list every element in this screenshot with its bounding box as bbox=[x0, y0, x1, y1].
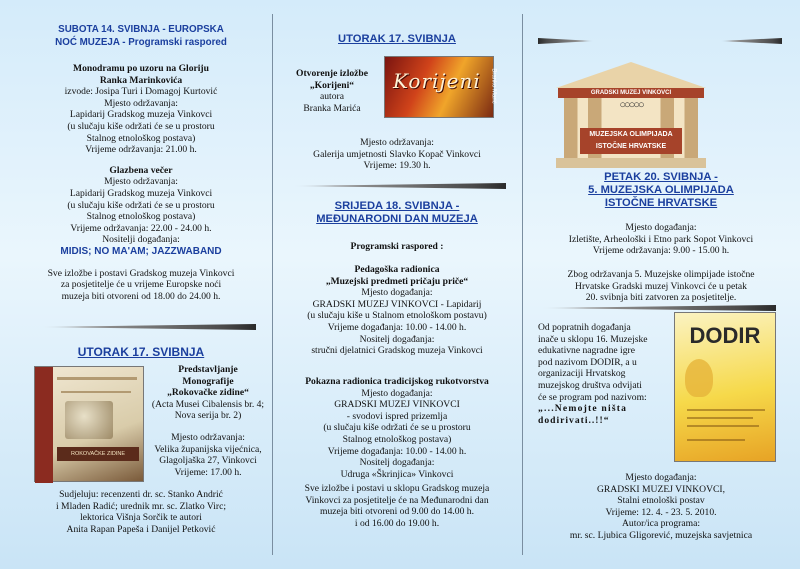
music-bearers: MIDIS; NO MA'AM; JAZZWABAND bbox=[60, 245, 222, 257]
monodrama-block bbox=[0, 63, 272, 156]
wednesday-title bbox=[272, 200, 522, 226]
dodir-place-label: Mjesto događanja: bbox=[625, 472, 697, 483]
book-line-1: Predstavljanje bbox=[178, 364, 238, 375]
book-line-2: Monografije bbox=[182, 375, 234, 387]
closure-note bbox=[522, 269, 800, 304]
tuesday-title: UTORAK 17. SVIBNJA bbox=[77, 345, 205, 359]
participants-block bbox=[10, 489, 272, 535]
exhibition-title: „Korijeni“ bbox=[309, 79, 355, 91]
rokovacke-zidine-cover bbox=[34, 366, 144, 482]
music-time: Vrijeme održavanja: 22.00 - 24.00 h. bbox=[70, 222, 212, 234]
workshop1-place: GRADSKI MUZEJ VINKOVCI - Lapidarij bbox=[312, 298, 482, 310]
workshop2-bearer-label: Nositelj događanja: bbox=[359, 457, 435, 469]
friday-title-line-1: PETAK 20. SVIBNJA - bbox=[604, 171, 718, 183]
workshop1-time: Vrijeme događanja: 10.00 - 14.00 h. bbox=[327, 321, 467, 333]
korijeni-info bbox=[272, 137, 522, 172]
monodrama-rain-note-2: Stalnog etnološkog postava) bbox=[86, 132, 196, 144]
museum-day-note-2: Vinkovci za posjetitelje će na Međunarodni dan bbox=[305, 494, 489, 506]
column-saturday bbox=[0, 0, 272, 569]
closure-note-3: 20. svibnja biti zatvoren za posjetitelje. bbox=[585, 292, 737, 304]
dodir-line-4: pod nazivom DODIR, a u bbox=[538, 356, 637, 368]
workshop2-rain-note-2: Stalnog etnološkog postava) bbox=[342, 433, 452, 445]
dodir-slogan-2: dodirivati..!!“ bbox=[538, 414, 610, 426]
music-place-label: Mjesto održavanja: bbox=[104, 176, 178, 188]
museum-day-note-1: Sve izložbe i postavi u sklopu Gradskog muzeja bbox=[304, 483, 490, 494]
note-line-3: muzeja biti otvoreni od 18.00 do 24.00 h. bbox=[61, 290, 221, 302]
workshop1-place-label: Mjesto događanja: bbox=[361, 287, 433, 299]
exhibition-author: Branka Marića bbox=[303, 102, 361, 114]
poster-text-line bbox=[687, 409, 765, 411]
dodir-poster bbox=[674, 312, 776, 462]
workshop2-place: GRADSKI MUZEJ VINKOVCI bbox=[334, 399, 460, 411]
friday-title-line-3: ISTOČNE HRVATSKE bbox=[604, 197, 718, 209]
cover-photo bbox=[65, 401, 113, 439]
temple-base bbox=[556, 158, 706, 168]
note-line-1: Sve izložbe i postavi Gradskog muzeja Vinkovci bbox=[47, 267, 235, 279]
monodrama-title-2: Ranka Marinkovića bbox=[99, 74, 183, 86]
participants-line-1: Sudjeluju: recenzenti dr. sc. Stanko Andrić bbox=[59, 489, 223, 500]
workshop2-time: Vrijeme događanja: 10.00 - 14.00 h. bbox=[327, 445, 467, 457]
exhibition-opening: Otvorenje izložbe bbox=[295, 68, 369, 79]
temple-frieze: GRADSKI MUZEJ VINKOVCI bbox=[558, 88, 704, 98]
temple-banner-line-2: ISTOČNE HRVATSKE bbox=[595, 143, 667, 150]
monodrama-performers: izvode: Josipa Turi i Domagoj Kurtović bbox=[64, 86, 218, 98]
dodir-line-5: organizaciji Hrvatskog bbox=[538, 368, 626, 380]
poster-text-line-4 bbox=[687, 439, 745, 441]
cover-title: ROKOVAČKE ZIDINE bbox=[57, 447, 139, 461]
monodrama-time: Vrijeme održavanja: 21.00 h. bbox=[85, 144, 197, 156]
temple-banner-line-1: MUZEJSKA OLIMPIJADA bbox=[589, 131, 673, 138]
book-series-2: Nova serija br. 2) bbox=[174, 410, 242, 422]
header-line-2: NOĆ MUZEJA - Programski raspored bbox=[55, 36, 227, 48]
korijeni-block bbox=[284, 68, 380, 114]
participants-line-2: i Mladen Radić; urednik mr. sc. Zlatko Virc; bbox=[55, 500, 227, 512]
program-label: Programski raspored : bbox=[350, 241, 444, 252]
tuesday-exhibition-title: UTORAK 17. SVIBNJA bbox=[338, 33, 456, 45]
workshop2-place-label: Mjesto događanja: bbox=[361, 387, 433, 399]
poster-text-line-2 bbox=[687, 417, 753, 419]
monodrama-title: Monodramu po uzoru na Gloriju bbox=[73, 63, 209, 74]
workshop1-title: „Muzejski predmeti pričaju priče“ bbox=[325, 275, 469, 287]
museum-day-note bbox=[272, 483, 522, 529]
wednesday-title-line-1: SRIJEDA 18. SVIBNJA - bbox=[334, 200, 460, 212]
dodir-place-detail: Stalni etnološki postav bbox=[617, 495, 705, 507]
olympiad-info bbox=[522, 222, 800, 257]
column-tuesday-wednesday bbox=[272, 0, 522, 569]
book-presentation-block bbox=[144, 364, 272, 478]
korijeni-place: Galerija umjetnosti Slavko Kopač Vinkovci bbox=[313, 148, 481, 160]
book-place: Velika županijska vijećnica, bbox=[154, 443, 262, 455]
museum-day-note-3: muzeja biti otvoreni od 9.00 do 14.00 h. bbox=[319, 506, 474, 518]
header-line-1: SUBOTA 14. SVIBNJA - EUROPSKA bbox=[58, 24, 224, 35]
olympiad-place: Izletište, Arheološki i Etno park Sopot Vinkovci bbox=[568, 233, 754, 245]
participants-line-3: lektorica Višnja Sorčik te autori bbox=[80, 512, 202, 524]
olympic-rings-icon: ○○○○○ bbox=[619, 99, 643, 111]
music-rain-note: (u slučaju kiše održati će se u prostoru bbox=[67, 199, 215, 211]
book-title: „Rokovačke zidine“ bbox=[167, 387, 249, 399]
workshop1-bearer-label: Nositelj događanja: bbox=[359, 333, 435, 345]
note-line-2: za posjetitelje će u vrijeme Europske noći bbox=[60, 279, 222, 291]
music-bearers-label: Nositelji događanja: bbox=[102, 234, 180, 246]
music-title: Glazbena večer bbox=[109, 164, 173, 176]
closure-note-2: Hrvatske Gradski muzej Vinkovci će u petak bbox=[575, 280, 747, 292]
music-place: Lapidarij Gradskog muzeja Vinkovci bbox=[69, 187, 213, 199]
hand-icon bbox=[685, 359, 713, 397]
korijeni-logo bbox=[384, 56, 497, 118]
workshop1-bearer: stručni djelatnici Gradskog muzeja Vinkovci bbox=[311, 345, 483, 357]
museum-day-note-4: i od 16.00 do 19.00 h. bbox=[354, 517, 440, 529]
book-place-label: Mjesto održavanja: bbox=[171, 431, 245, 443]
exhibition-author-label: autora bbox=[320, 91, 344, 103]
monodrama-place: Lapidarij Gradskog muzeja Vinkovci bbox=[69, 109, 213, 121]
dodir-slogan: „...Nemojte ništa bbox=[538, 403, 628, 415]
dodir-time: Vrijeme: 12. 4. - 23. 5. 2010. bbox=[605, 506, 717, 518]
workshop2-place-detail: - svodovi ispred prizemlja bbox=[346, 410, 448, 422]
europska-noc-header bbox=[0, 24, 272, 49]
workshop2-title: Pokazna radionica tradicijskog rukotvorstva bbox=[305, 376, 489, 387]
olympiad-place-label: Mjesto događanja: bbox=[625, 222, 697, 233]
book-time: Vrijeme: 17.00 h. bbox=[174, 466, 242, 478]
craft-workshop bbox=[272, 376, 522, 480]
dodir-line-2: inače u sklopu 16. Muzejske bbox=[538, 333, 648, 345]
participants-line-4: Anita Rapan Papeša i Danijel Petković bbox=[66, 523, 216, 535]
korijeni-side-text: Branko Marić bbox=[490, 68, 497, 104]
cover-spine bbox=[35, 367, 53, 483]
dodir-line-1: Od popratnih događanja bbox=[538, 322, 631, 333]
cover-script-line bbox=[57, 377, 137, 380]
monodrama-rain-note: (u slučaju kiše održati će se u prostoru bbox=[67, 120, 215, 132]
korijeni-time: Vrijeme: 19.30 h. bbox=[363, 160, 431, 172]
dodir-author-label: Autor/ica programa: bbox=[621, 518, 701, 530]
dodir-line-3: edukativne nagradne igre bbox=[538, 345, 635, 357]
dodir-poster-title: DODIR bbox=[689, 323, 761, 348]
friday-title-line-2: 5. MUZEJSKA OLIMPIJADA bbox=[588, 184, 734, 196]
music-evening-block bbox=[0, 165, 272, 258]
europska-noc-note bbox=[0, 268, 272, 303]
dodir-line-7: će se program pod nazivom: bbox=[538, 391, 647, 403]
book-series: (Acta Musei Cibalensis br. 4; bbox=[151, 398, 265, 410]
pedagogic-workshop bbox=[272, 264, 522, 357]
korijeni-wordmark: Korijeni bbox=[393, 69, 481, 93]
music-rain-note-2: Stalnog etnološkog postava) bbox=[86, 211, 196, 223]
column-friday bbox=[522, 0, 800, 569]
friday-title bbox=[522, 171, 800, 210]
temple-banner bbox=[580, 128, 682, 154]
cover-script-line-2 bbox=[61, 391, 131, 393]
dodir-place: GRADSKI MUZEJ VINKOVCI, bbox=[596, 483, 725, 495]
book-address: Glagoljaška 27, Vinkovci bbox=[159, 455, 257, 467]
closure-note-1: Zbog održavanja 5. Muzejske olimpijade istočne bbox=[567, 269, 755, 280]
dodir-info bbox=[522, 472, 800, 542]
dodir-description bbox=[538, 322, 670, 426]
olympiad-time: Vrijeme održavanja: 9.00 - 15.00 h. bbox=[592, 245, 730, 257]
dodir-author: mr. sc. Ljubica Gligorević, muzejska savjetnica bbox=[569, 529, 753, 541]
wednesday-title-line-2: MEĐUNARODNI DAN MUZEJA bbox=[316, 213, 478, 225]
olympiad-temple-logo bbox=[556, 62, 706, 170]
workshop1-rain-note: (u slučaju kiše u Stalnom etnološkom postavu) bbox=[307, 310, 487, 322]
dodir-line-6: muzejskog društva odvijati bbox=[538, 379, 642, 391]
workshop2-rain-note: (u slučaju kiše održati će se u prostoru bbox=[323, 422, 471, 434]
korijeni-place-label: Mjesto održavanja: bbox=[360, 137, 434, 148]
poster-text-line-3 bbox=[687, 425, 759, 427]
workshop2-bearer: Udruga «Škrinjica» Vinkovci bbox=[340, 468, 454, 480]
monodrama-place-label: Mjesto održavanja: bbox=[104, 97, 178, 109]
temple-roof bbox=[556, 62, 706, 88]
workshop1-type: Pedagoška radionica bbox=[354, 264, 440, 275]
